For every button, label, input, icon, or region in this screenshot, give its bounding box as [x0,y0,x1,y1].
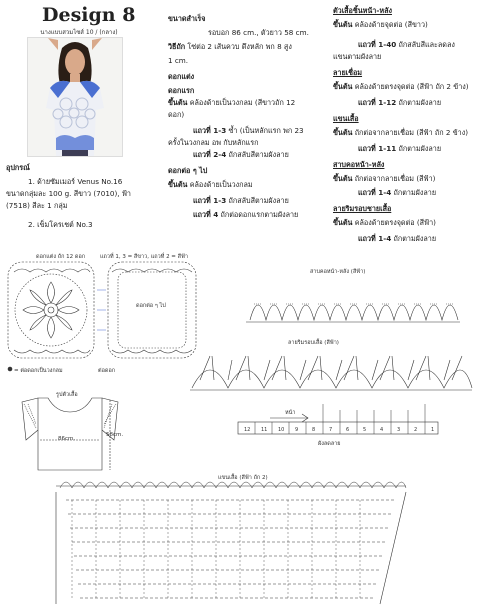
body-heading: ตัวเสื้อชิ้นหน้า-หลัง [333,6,392,15]
scale-number: 3 [397,427,401,433]
c3-r5-text: ถักต่อจากลายเชื่อม (สีฟ้า ถัก 2 ข้าง) [352,128,469,137]
c3-r1-label: ขึ้นต้น [333,20,353,29]
c2-r6-label: แถวที่ 4 [193,210,219,219]
arrow [270,414,308,422]
c2-r4-label: ขึ้นต้น [168,180,188,189]
c3-r6-text: ถักตามผังลาย [396,144,442,153]
scale-number: 12 [244,427,251,433]
size-line-1: รอบอก 86 cm., ตัวยาว 58 cm. [208,28,309,37]
c3-r8-label: แถวที่ 1-4 [358,188,392,197]
motif-rows-note: แถวที่ 1, 3 = สีขาว, แถวที่ 2 = สีฟ้า [100,254,189,260]
c3-r3-label: ขึ้นต้น [333,82,353,91]
c2-r5-label: แถวที่ 1-3 [193,196,227,205]
c3-r6-label: แถวที่ 1-11 [358,144,397,153]
c2-r6-text: ถักต่อดอกแรกตามผังลาย [218,210,299,219]
scale-number: 1 [431,427,435,433]
c3-r5-label: ขึ้นต้น [333,128,353,137]
scale-number: 7 [329,427,333,433]
c3-r4-text: ถักตามผังลาย [396,98,442,107]
c3-r1-text: คล้องด้ายจุดต่อ (สีขาว) [352,20,428,29]
scale-number: 6 [346,427,350,433]
hem-chart [190,356,472,390]
next-motif-diagram [97,262,196,358]
c2-r2-text: ซ้ำ (เป็นหลักแรก พก 23 [226,126,304,135]
materials-item-2: ขนาดกลุ่มละ 100 g. สีขาว (7010), ฟ้า [6,189,131,198]
c3-r10-text: ถักตามผังลาย [391,234,437,243]
hem-heading: ลายริมรอบชายเสื้อ [333,204,392,213]
scale-number: 8 [312,427,316,433]
width-label: 86cm. [58,436,76,442]
c2-r1-label: ขึ้นต้น [168,98,188,107]
arrow-label: หน้า [285,410,296,416]
c2-r2-label: แถวที่ 1-3 [193,126,227,135]
height-label: 58cm. [106,432,124,438]
motif-heading: ดอกแต่ง [168,72,195,81]
size-heading: ขนาดสำเร็จ [168,14,206,23]
first-motif-heading: ดอกแรก [168,86,195,95]
neckband-heading: สาบคอหน้า-หลัง [333,160,385,169]
photo-caption: นางแบบสวมไซส์ 10 / (กลาง) [40,29,118,36]
join-label: ต่อดอก [98,368,116,374]
materials-heading: อุปกรณ์ [6,163,30,172]
next-motif-label: ดอกต่อ ๆ ไป [136,303,166,309]
materials-item-3: (7518) สีละ 1 กลุ่ม [6,201,68,210]
c3-r7-label: ขึ้นต้น [333,174,353,183]
neckband-chart [246,304,460,322]
scale-number: 9 [295,427,299,433]
design-title: Design 8 [42,4,136,26]
neckband-diagram-label: สาบคอหน้า-หลัง (สีฟ้า) [310,269,366,275]
sleeve-chart [56,482,406,604]
motif-caption: ดอกแต่ง ถัก 12 ดอก [36,254,86,260]
c3-r2-cont: แขนตามผังลาย [333,52,382,61]
pattern-scale [238,404,438,434]
materials-item-4: 2. เข็มโครเชต์ No.3 [28,220,93,229]
materials-item-1: 1. ด้ายซัมเมอร์ Venus No.16 [28,177,123,186]
c3-r8-text: ถักตามผังลาย [391,188,437,197]
c3-r10-label: แถวที่ 1-4 [358,234,392,243]
c2-r4-text: คล้องด้ายเป็นวงกลม [187,180,253,189]
c3-r7-text: ถักต่อจากลายเชื่อม (สีฟ้า) [352,174,436,183]
hem-diagram-label: ลายริมรอบเสื้อ (สีฟ้า) [288,340,339,346]
sleeve-heading: แขนเสื้อ [333,114,359,123]
scale-number: 2 [414,427,418,433]
joining-heading: ลายเชื่อม [333,68,363,77]
c3-r4-label: แถวที่ 1-12 [358,98,397,107]
scale-number: 5 [363,427,367,433]
scale-caption: ผังลดลาย [318,441,341,447]
c3-r2-text: ถักสลับสีและลดลง [396,40,455,49]
body-schematic [22,398,118,470]
gauge-cont: 1 cm. [168,56,189,65]
first-motif-diagram [8,262,94,358]
c2-r3-label: แถวที่ 2-4 [193,150,227,159]
schematic-caption: รูปตัวเสื้อ [56,392,78,398]
c3-r2-label: แถวที่ 1-40 [358,40,397,49]
sleeve-diagram-label: แขนเสื้อ (สีฟ้า ถัก 2) [218,475,268,481]
c2-r1-text: คล้องด้ายเป็นวงกลม (สีขาวถัก 12 [187,98,296,107]
c2-r5-text: ถักสลับสีตามผังลาย [226,196,289,205]
next-motif-heading: ดอกต่อ ๆ ไป [168,166,208,175]
join-legend: = ต่อดอกเป็นวงกลม [14,368,63,374]
c3-r9-label: ขึ้นต้น [333,218,353,227]
c2-r3-text: ถักสลับสีตามผังลาย [226,150,289,159]
c2-r1-cont: ดอก) [168,110,185,119]
scale-number: 10 [278,427,285,433]
c2-r2-cont: ครั้งในวงกลม อพ กับหลักแรก [168,138,259,147]
c3-r3-text: คล้องด้ายตรงจุดต่อ (สีฟ้า ถัก 2 ข้าง) [352,82,469,91]
c3-r9-text: คล้องด้ายตรงจุดต่อ (สีฟ้า) [352,218,436,227]
gauge-text: โซ่ต่อ 2 เส้นควบ ดึงหลัก พก 8 สูง [185,42,292,51]
scale-number: 4 [380,427,384,433]
gauge-label: วิธีถัก [168,42,186,51]
scale-number: 11 [261,427,268,433]
